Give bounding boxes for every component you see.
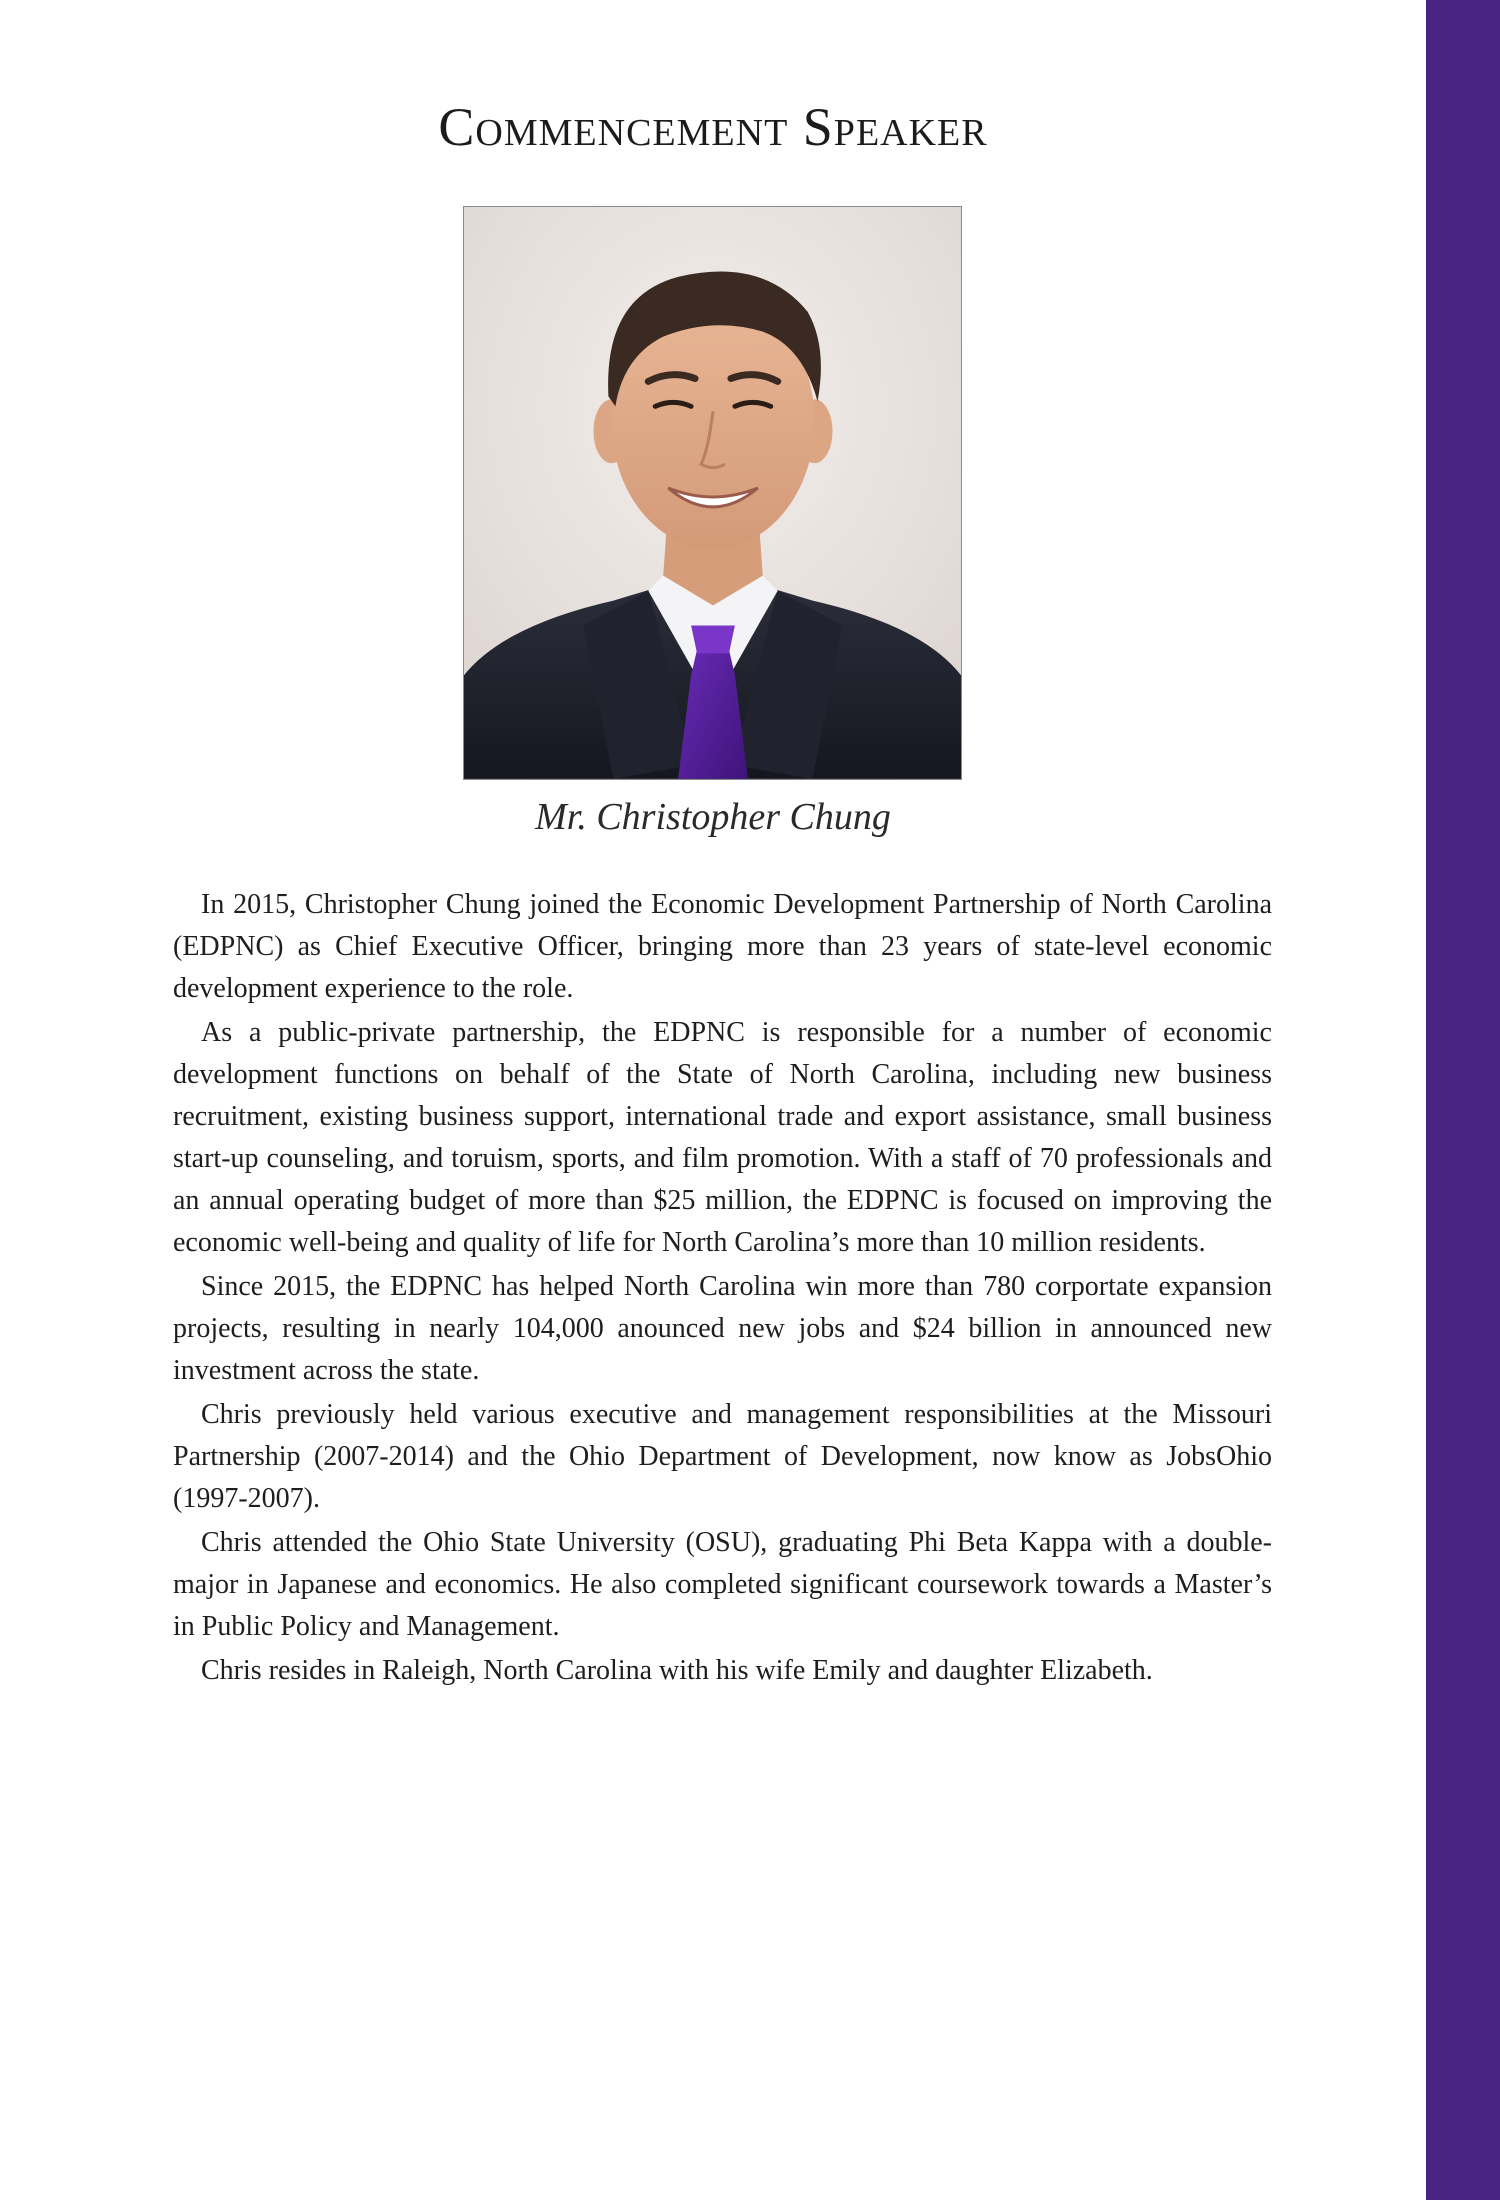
bio-paragraph: As a public-private partnership, the EDPNC is responsible for a number of economic development functions on behalf of the State of North Carolina, including new business recruitment, existing business support, international trade and export assistance, small business start-up counseling, and toruism, sports, and film promotion. With a staff of 70 professionals and an annual operating budget of more than $25 million, the EDPNC is focused on improving the economic well-being and quality of life for North Carolina’s more than 10 million residents. <box>173 1017 1272 1258</box>
speaker-photo <box>463 206 962 780</box>
bio-paragraph: In 2015, Christopher Chung joined the Economic Development Partnership of North Carolina (EDPNC) as Chief Executive Officer, bringing more than 23 years of state-level economic development experience to the role. <box>173 889 1272 1004</box>
portrait-photo-icon <box>464 207 961 779</box>
page-title: Commencement Speaker <box>438 97 988 157</box>
bio-paragraph: Chris previously held various executive and management responsibilities at the Missouri Partnership (2007-2014) and the Ohio Department of Development, now know as JobsOhio (1997-2007). <box>173 1399 1272 1514</box>
bio-paragraph: Chris resides in Raleigh, North Carolina with his wife Emily and daughter Elizabeth. <box>201 1655 1153 1686</box>
bio-paragraph: Chris attended the Ohio State University (OSU), graduating Phi Beta Kappa with a double-major in Japanese and economics. He also completed significant coursework towards a Master’s in Public Policy and Management. <box>173 1527 1272 1642</box>
purple-side-band <box>1426 0 1500 2200</box>
bio-paragraph: Since 2015, the EDPNC has helped North Carolina win more than 780 corportate expansion projects, resulting in nearly 104,000 anounced new jobs and $24 billion in announced new investment across the state. <box>173 1271 1272 1386</box>
speaker-bio <box>173 884 1272 1694</box>
speaker-name: Mr. Christopher Chung <box>535 796 891 838</box>
